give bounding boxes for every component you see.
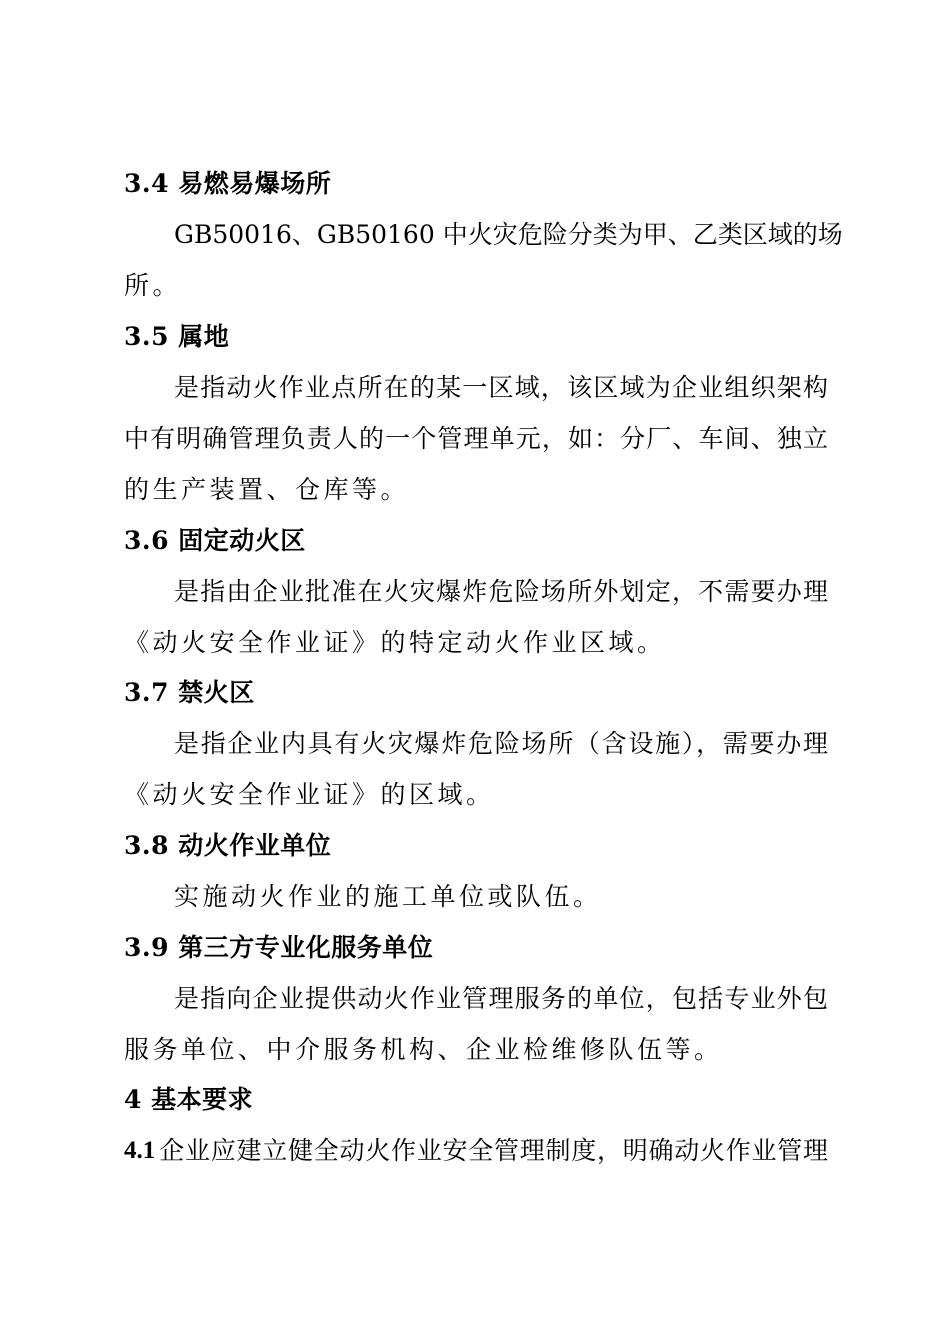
section-heading-3-5: 3.5 属地	[124, 322, 230, 351]
paragraph-3-8-line-1: 实施动火作业的施工单位或队伍。	[174, 882, 602, 911]
paragraph-3-7-line-2: 《动火安全作业证》的区域。	[124, 780, 495, 809]
section-heading-3-8: 3.8 动火作业单位	[124, 831, 332, 860]
section-heading-3-6: 3.6 固定动火区	[124, 526, 306, 555]
clause-text-4-1: 企业应建立健全动火作业安全管理制度，明确动火作业管理	[159, 1136, 828, 1165]
paragraph-3-6-line-1: 是指由企业批准在火灾爆炸危险场所外划定，不需要办理	[174, 577, 828, 606]
paragraph-3-9-line-1: 是指向企业提供动火作业管理服务的单位，包括专业外包	[174, 984, 828, 1013]
paragraph-3-4-line-2: 所。	[124, 271, 182, 300]
section-heading-3-9: 3.9 第三方专业化服务单位	[124, 933, 434, 962]
paragraph-3-6-line-2: 《动火安全作业证》的特定动火作业区域。	[124, 628, 666, 657]
paragraph-3-5-line-1: 是指动火作业点所在的某一区域，该区域为企业组织架构	[174, 373, 828, 402]
paragraph-3-7-line-1: 是指企业内具有火灾爆炸危险场所（含设施），需要办理	[174, 729, 828, 758]
section-heading-3-4: 3.4 易燃易爆场所	[124, 169, 332, 198]
paragraph-4-1-line-1	[124, 1134, 828, 1168]
paragraph-3-4-line-1: GB50016、GB50160 中火灾危险分类为甲、乙类区域的场	[174, 220, 843, 249]
paragraph-3-5-line-3: 的生产装置、仓库等。	[124, 475, 410, 504]
section-heading-3-7: 3.7 禁火区	[124, 678, 255, 707]
paragraph-3-5-line-2: 中有明确管理负责人的一个管理单元，如：分厂、车间、独立	[124, 424, 828, 453]
section-heading-4: 4 基本要求	[124, 1085, 254, 1114]
paragraph-3-9-line-2: 服务单位、中介服务机构、企业检维修队伍等。	[124, 1035, 723, 1064]
clause-number-4-1: 4.1	[124, 1137, 156, 1164]
